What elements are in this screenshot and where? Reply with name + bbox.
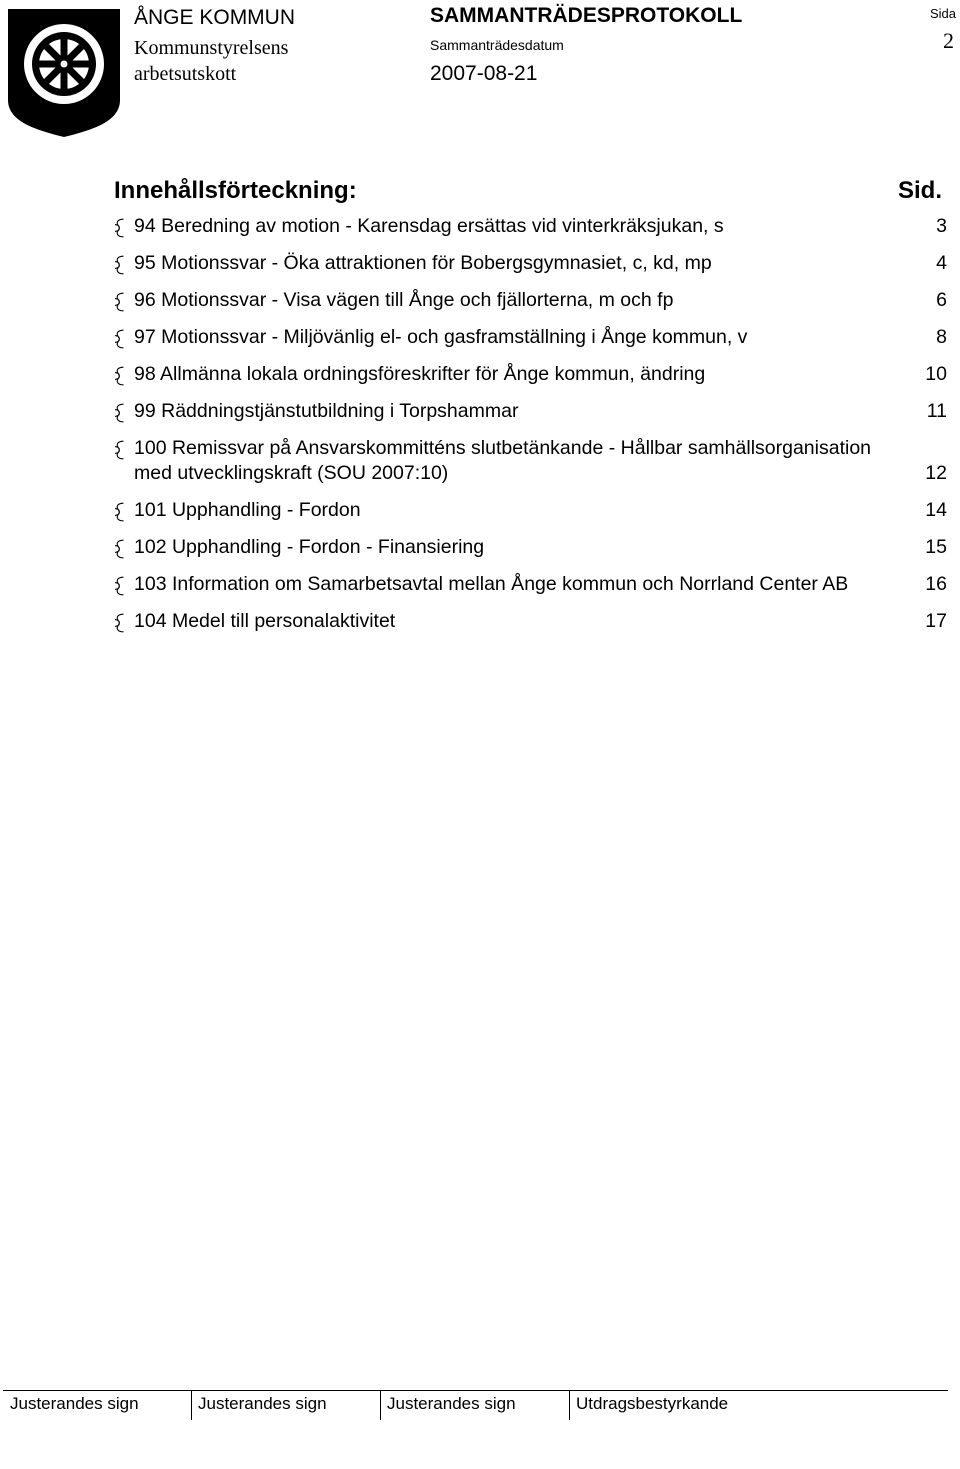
toc-entry-title: 97 Motionssvar - Miljövänlig el- och gasframställning i Ånge kommun, v (134, 326, 748, 348)
toc-entry-page: 10 (925, 363, 947, 385)
toc-entry-title: 102 Upphandling - Fordon - Finansiering (134, 536, 485, 558)
toc-entry (113, 436, 947, 486)
toc-entry-page: 16 (925, 573, 947, 595)
meeting-date: 2007-08-21 (430, 62, 538, 85)
page-number: 2 (943, 28, 954, 53)
toc-entry-page: 6 (936, 289, 947, 311)
section-mark-icon (113, 440, 126, 460)
toc-entry-title: 101 Upphandling - Fordon (134, 499, 361, 521)
toc-entry-page: 8 (936, 326, 947, 348)
footer-signature-cell-2: Justerandes sign (198, 1394, 327, 1413)
footer-column-separator (569, 1390, 570, 1420)
organization-name: ÅNGE KOMMUN (134, 6, 296, 29)
document-type-title: SAMMANTRÄDESPROTOKOLL (430, 4, 743, 27)
footer-signature-cell-1: Justerandes sign (10, 1394, 139, 1413)
meeting-date-label: Sammanträdesdatum (430, 37, 564, 53)
municipality-coat-of-arms-logo (7, 8, 121, 138)
footer-signature-cell-3: Justerandes sign (387, 1394, 516, 1413)
section-mark-icon (113, 502, 126, 522)
toc-entry-page: 11 (926, 400, 947, 422)
toc-entry-page: 12 (925, 462, 947, 484)
toc-entry (113, 362, 947, 387)
toc-entry (113, 214, 947, 239)
section-mark-icon (113, 576, 126, 596)
toc-entry (113, 572, 947, 597)
toc-entry-page: 4 (936, 252, 947, 274)
toc-entry (113, 325, 947, 350)
section-mark-icon (113, 539, 126, 559)
toc-entry (113, 609, 947, 634)
toc-entry (113, 251, 947, 276)
toc-page-column-label: Sid. (897, 177, 942, 204)
committee-name-line1: Kommunstyrelsens (134, 37, 289, 59)
toc-entry-title: 104 Medel till personalaktivitet (134, 610, 396, 632)
section-mark-icon (113, 292, 126, 312)
toc-heading: Innehållsförteckning: (114, 177, 357, 204)
page-label: Sida (929, 6, 956, 21)
toc-entry-title: 96 Motionssvar - Visa vägen till Ånge och fjällorterna, m och fp (134, 289, 674, 311)
toc-entry-page: 15 (925, 536, 947, 558)
section-mark-icon (113, 255, 126, 275)
toc-entry-title: 98 Allmänna lokala ordningsföreskrifter för Ånge kommun, ändring (134, 363, 706, 385)
section-mark-icon (113, 366, 126, 386)
toc-entry-title: 94 Beredning av motion - Karensdag ersättas vid vinterkräksjukan, s (134, 215, 724, 237)
section-mark-icon (113, 329, 126, 349)
section-mark-icon (113, 403, 126, 423)
toc-entry-title: 100 Remissvar på Ansvarskommitténs slutbetänkande - Hållbar samhällsorganisation med utvecklingskraft (SOU 2007:10) (134, 437, 872, 484)
section-mark-icon (113, 613, 126, 633)
toc-entry (113, 535, 947, 560)
toc-entry-title: 103 Information om Samarbetsavtal mellan Ånge kommun och Norrland Center AB (134, 573, 849, 595)
footer-column-separator (191, 1390, 192, 1420)
footer-divider (3, 1390, 948, 1391)
toc-entry-page: 3 (936, 215, 947, 237)
toc-entry (113, 498, 947, 523)
toc-entry (113, 399, 947, 424)
toc-entry-title: 95 Motionssvar - Öka attraktionen för Bobergsgymnasiet, c, kd, mp (134, 252, 712, 274)
toc-entry-title: 99 Räddningstjänstutbildning i Torpshammar (134, 400, 519, 422)
toc-entry (113, 288, 947, 313)
table-of-contents (113, 214, 947, 646)
footer-column-separator (380, 1390, 381, 1420)
committee-name-line2: arbetsutskott (134, 63, 237, 85)
section-mark-icon (113, 218, 126, 238)
toc-entry-page: 14 (925, 499, 947, 521)
footer-certification-cell: Utdragsbestyrkande (576, 1394, 729, 1413)
toc-entry-page: 17 (925, 610, 947, 632)
